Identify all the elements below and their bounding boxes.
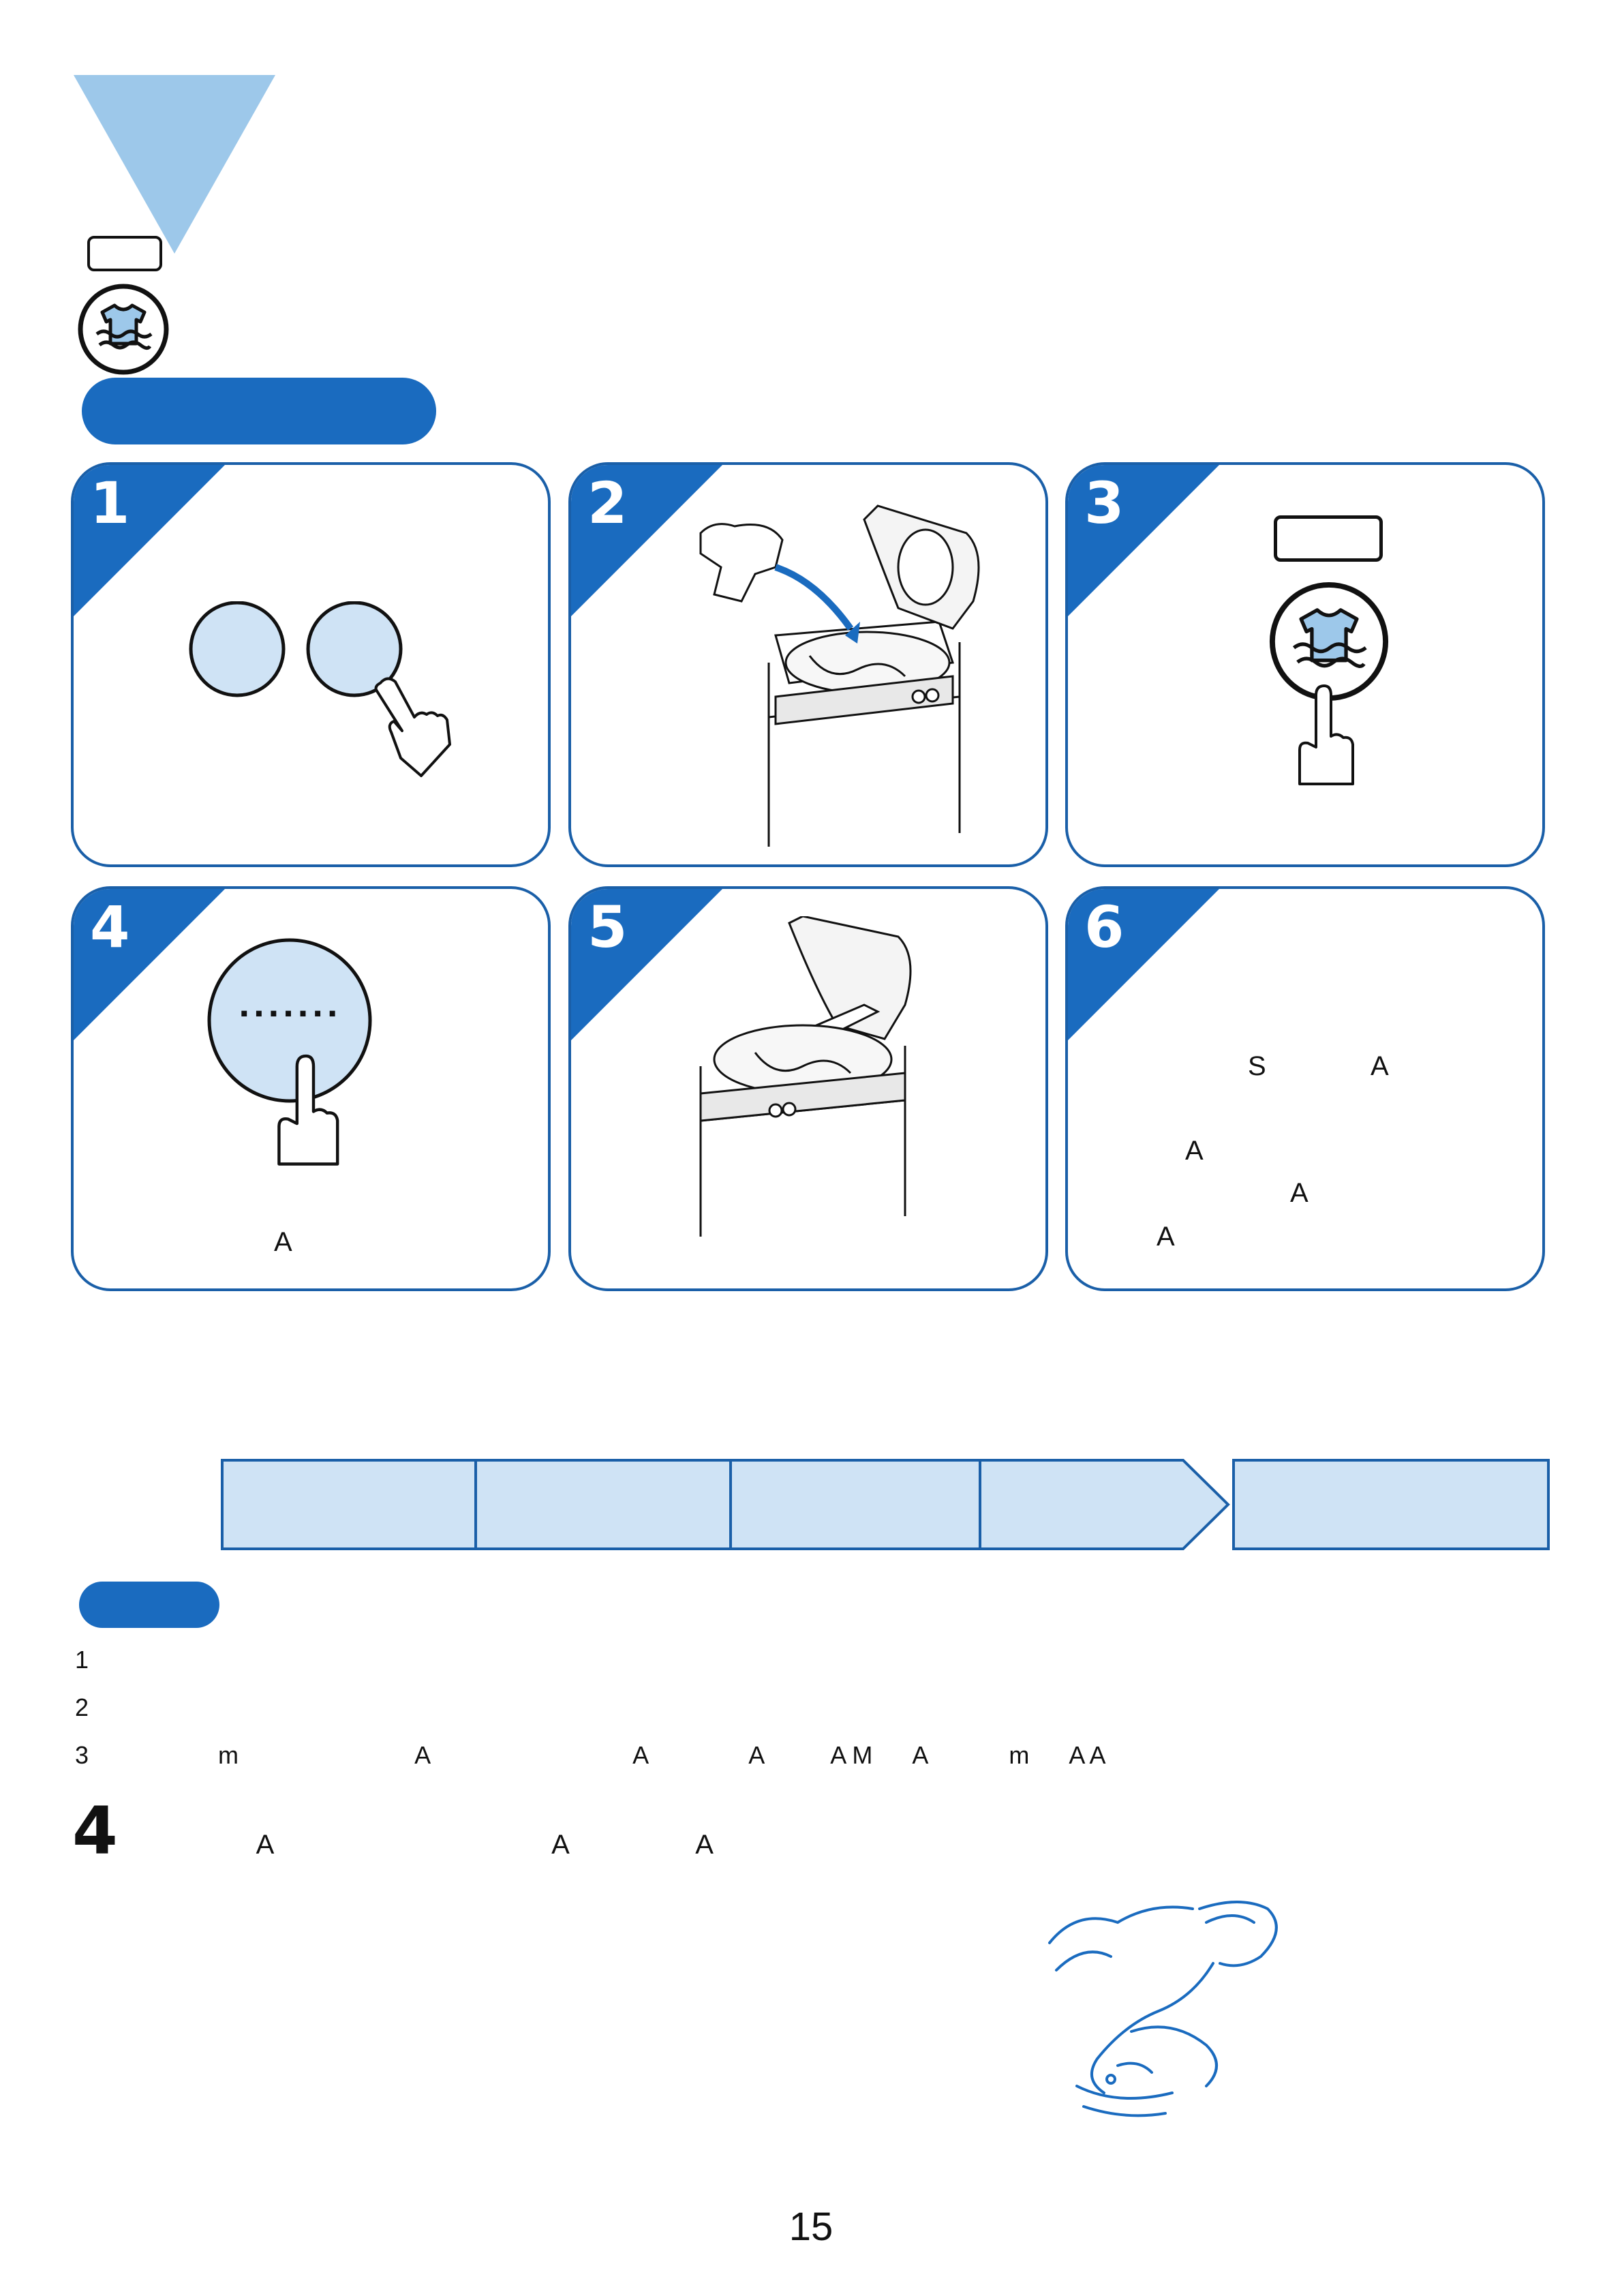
step-4-text-line: A (274, 1227, 292, 1257)
step-number: 6 (1084, 894, 1124, 961)
pointing-hand-icon (367, 669, 455, 785)
step-4-panel (71, 886, 551, 1291)
step-6-text-line: S A (1248, 1051, 1389, 1081)
step-number: 4 (90, 894, 130, 961)
process-flow-segment (474, 1459, 732, 1550)
notes-badge (79, 1582, 219, 1628)
note-text: m A A A A M A m A A (109, 1741, 1106, 1769)
pointing-hand-icon (1290, 682, 1358, 798)
step-6-text-line: A (1185, 1136, 1204, 1166)
note-number: 2 (75, 1693, 89, 1721)
note-number: 1 (75, 1646, 89, 1674)
process-flow-segment (729, 1459, 981, 1550)
step-number: 1 (90, 470, 130, 537)
process-flow-arrow-segment (979, 1459, 1231, 1550)
note-number: 3 (75, 1741, 89, 1769)
dial-dots: ....... (239, 982, 342, 1025)
pointing-hand-icon (269, 1047, 343, 1183)
step-number: 3 (1084, 470, 1124, 537)
step-6-panel (1065, 886, 1545, 1291)
step-number: 2 (587, 470, 628, 537)
step-6-text-line: A (1290, 1178, 1309, 1208)
big-note-number: 4 (72, 1793, 118, 1869)
detergent-pouring-sketch (1036, 1882, 1309, 2141)
step-5-panel (568, 886, 1048, 1291)
page-number: 15 (789, 2205, 833, 2249)
step-1-panel (71, 462, 551, 867)
process-flow-segment (1232, 1459, 1550, 1550)
step-3-panel (1065, 462, 1545, 867)
step-2-panel (568, 462, 1048, 867)
section-title-bar (82, 378, 436, 444)
big-note-text: A A A (136, 1830, 714, 1860)
display-label-box (1274, 515, 1383, 562)
washing-machine-load-illustration (694, 492, 1014, 860)
shirt-in-water-icon (76, 282, 170, 376)
section-marker-triangle (74, 75, 275, 254)
header-badge (87, 236, 162, 271)
process-flow-segment (221, 1459, 477, 1550)
process-flow-bar (221, 1459, 1550, 1550)
step-number: 5 (587, 894, 628, 961)
washing-machine-closed-illustration (673, 916, 946, 1243)
step-6-text-line: A (1157, 1222, 1175, 1252)
